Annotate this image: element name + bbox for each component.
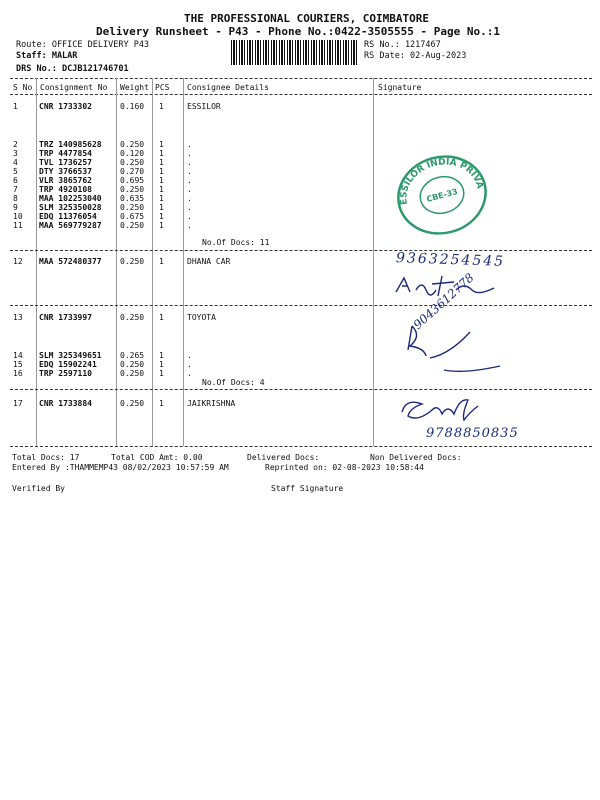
col-divider bbox=[373, 78, 374, 446]
col-divider bbox=[116, 78, 117, 446]
row-sno: 2 bbox=[13, 140, 18, 149]
staff-label: Staff: MALAR bbox=[16, 51, 78, 61]
row-sno: 9 bbox=[13, 203, 18, 212]
row-consignment-no: EDQ 11376054 bbox=[39, 212, 97, 221]
row-consignee: . bbox=[187, 369, 192, 378]
col-divider bbox=[152, 78, 153, 446]
stamp-center-text: CBE-33 bbox=[425, 187, 459, 204]
row-consignee: ESSILOR bbox=[187, 102, 221, 111]
row-weight: 0.270 bbox=[120, 167, 145, 176]
row-consignee: . bbox=[187, 140, 192, 149]
row-sno: 4 bbox=[13, 158, 18, 167]
row-consignment-no: SLM 325350028 bbox=[39, 203, 102, 212]
row-sno: 10 bbox=[13, 212, 23, 221]
row-sno: 17 bbox=[13, 399, 23, 408]
row-weight: 0.250 bbox=[120, 313, 145, 322]
row-sno: 7 bbox=[13, 185, 18, 194]
row-pcs: 1 bbox=[159, 176, 164, 185]
row-sno: 1 bbox=[13, 102, 18, 111]
reprinted-on: Reprinted on: 02-08-2023 10:58:44 bbox=[265, 463, 424, 472]
row-pcs: 1 bbox=[159, 185, 164, 194]
signature-mark bbox=[398, 392, 498, 428]
row-sno: 11 bbox=[13, 221, 23, 230]
company-name: THE PROFESSIONAL COURIERS, COIMBATORE bbox=[184, 12, 430, 25]
group-rule bbox=[10, 305, 592, 306]
row-sno: 6 bbox=[13, 176, 18, 185]
verified-by: Verified By bbox=[12, 484, 65, 493]
group-rule bbox=[10, 250, 592, 251]
company-stamp bbox=[392, 150, 492, 240]
route-label: Route: OFFICE DELIVERY P43 bbox=[16, 40, 150, 50]
col-header-pcs: PCS bbox=[155, 83, 170, 92]
row-pcs: 1 bbox=[159, 102, 164, 111]
row-consignment-no: CNR 1733884 bbox=[39, 399, 92, 408]
row-consignment-no: MAA 572480377 bbox=[39, 257, 102, 266]
row-sno: 3 bbox=[13, 149, 18, 158]
row-pcs: 1 bbox=[159, 221, 164, 230]
handwritten-phone: 9043612778 bbox=[410, 270, 477, 332]
row-pcs: 1 bbox=[159, 194, 164, 203]
col-divider bbox=[183, 78, 184, 446]
row-consignment-no: CNR 1733997 bbox=[39, 313, 92, 322]
row-sno: 16 bbox=[13, 369, 23, 378]
row-consignee: . bbox=[187, 194, 192, 203]
group-doc-count: No.Of Docs: 4 bbox=[202, 378, 265, 387]
row-consignment-no: TRP 4920108 bbox=[39, 185, 92, 194]
row-weight: 0.675 bbox=[120, 212, 145, 221]
row-consignee: . bbox=[187, 167, 192, 176]
row-consignment-no: TRP 4477854 bbox=[39, 149, 92, 158]
drs-number: DRS No.: DCJB121746701 bbox=[16, 64, 129, 74]
row-sno: 14 bbox=[13, 351, 23, 360]
row-weight: 0.250 bbox=[120, 399, 145, 408]
row-pcs: 1 bbox=[159, 140, 164, 149]
row-weight: 0.250 bbox=[120, 158, 145, 167]
row-consignment-no: DTY 3766537 bbox=[39, 167, 92, 176]
row-weight: 0.635 bbox=[120, 194, 145, 203]
row-consignment-no: MAA 102253040 bbox=[39, 194, 102, 203]
row-consignment-no: SLM 325349651 bbox=[39, 351, 102, 360]
stamp-ring-text: ESSILOR INDIA PRIVATE bbox=[399, 157, 485, 206]
row-consignee: DHANA CAR bbox=[187, 257, 231, 266]
row-weight: 0.160 bbox=[120, 102, 145, 111]
total-docs: Total Docs: 17 bbox=[12, 453, 80, 462]
entered-by: Entered By :THAMMEMP43 08/02/2023 10:57:59 AM bbox=[12, 463, 229, 472]
row-sno: 12 bbox=[13, 257, 23, 266]
header-rule bbox=[10, 94, 592, 95]
row-consignee: . bbox=[187, 212, 192, 221]
rs-number: RS No.: 1217467 bbox=[364, 40, 441, 50]
row-weight: 0.250 bbox=[120, 221, 145, 230]
row-pcs: 1 bbox=[159, 149, 164, 158]
row-weight: 0.250 bbox=[120, 185, 145, 194]
row-sno: 13 bbox=[13, 313, 23, 322]
handwritten-phone: 9788850835 bbox=[426, 426, 519, 441]
svg-text:ESSILOR INDIA PRIVATE LIMITED bbox=[392, 150, 485, 213]
group-doc-count: No.Of Docs: 11 bbox=[202, 238, 270, 247]
row-consignment-no: TVL 1736257 bbox=[39, 158, 92, 167]
delivered-docs: Delivered Docs: bbox=[247, 453, 320, 462]
row-consignee: . bbox=[187, 158, 192, 167]
staff-signature: Staff Signature bbox=[271, 484, 344, 493]
row-consignment-no: TRP 2597110 bbox=[39, 369, 92, 378]
row-sno: 8 bbox=[13, 194, 18, 203]
row-pcs: 1 bbox=[159, 257, 164, 266]
row-consignee: . bbox=[187, 351, 192, 360]
row-sno: 5 bbox=[13, 167, 18, 176]
group-rule bbox=[10, 389, 592, 390]
row-pcs: 1 bbox=[159, 167, 164, 176]
row-consignment-no: VLR 3865762 bbox=[39, 176, 92, 185]
row-weight: 0.250 bbox=[120, 369, 145, 378]
col-divider bbox=[36, 78, 37, 446]
row-pcs: 1 bbox=[159, 212, 164, 221]
row-consignment-no: EDQ 15902241 bbox=[39, 360, 97, 369]
rs-date: RS Date: 02-Aug-2023 bbox=[364, 51, 467, 61]
row-weight: 0.120 bbox=[120, 149, 145, 158]
row-consignment-no: CNR 1733302 bbox=[39, 102, 92, 111]
row-pcs: 1 bbox=[159, 369, 164, 378]
row-consignee: . bbox=[187, 203, 192, 212]
non-delivered-docs: Non Delivered Docs: bbox=[370, 453, 462, 462]
row-weight: 0.250 bbox=[120, 257, 145, 266]
row-pcs: 1 bbox=[159, 360, 164, 369]
table-top-rule bbox=[10, 78, 592, 79]
row-weight: 0.250 bbox=[120, 360, 145, 369]
row-consignment-no: MAA 569779287 bbox=[39, 221, 102, 230]
row-pcs: 1 bbox=[159, 399, 164, 408]
row-weight: 0.265 bbox=[120, 351, 145, 360]
runsheet-title: Delivery Runsheet - P43 - Phone No.:0422-3505555 - Page No.:1 bbox=[96, 25, 500, 38]
row-consignee: . bbox=[187, 176, 192, 185]
table-bottom-rule bbox=[10, 446, 592, 447]
row-weight: 0.250 bbox=[120, 140, 145, 149]
row-consignee: . bbox=[187, 185, 192, 194]
row-weight: 0.250 bbox=[120, 203, 145, 212]
row-pcs: 1 bbox=[159, 158, 164, 167]
col-header-consignee: Consignee Details bbox=[187, 83, 269, 92]
col-header-weight: Weight bbox=[120, 83, 149, 92]
row-pcs: 1 bbox=[159, 203, 164, 212]
row-consignee: . bbox=[187, 221, 192, 230]
col-header-signature: Signature bbox=[378, 83, 422, 92]
row-consignee: JAIKRISHNA bbox=[187, 399, 236, 408]
col-header-consignment: Consignment No bbox=[40, 83, 108, 92]
row-consignee: TOYOTA bbox=[187, 313, 216, 322]
row-consignee: . bbox=[187, 360, 192, 369]
row-weight: 0.695 bbox=[120, 176, 145, 185]
col-header-sno: S No bbox=[13, 83, 33, 92]
barcode bbox=[231, 40, 357, 65]
row-consignee: . bbox=[187, 149, 192, 158]
total-cod: Total COD Amt: 0.00 bbox=[111, 453, 203, 462]
row-consignment-no: TRZ 140985628 bbox=[39, 140, 102, 149]
handwritten-phone: 9363254545 bbox=[395, 250, 506, 270]
row-pcs: 1 bbox=[159, 351, 164, 360]
row-pcs: 1 bbox=[159, 313, 164, 322]
row-sno: 15 bbox=[13, 360, 23, 369]
